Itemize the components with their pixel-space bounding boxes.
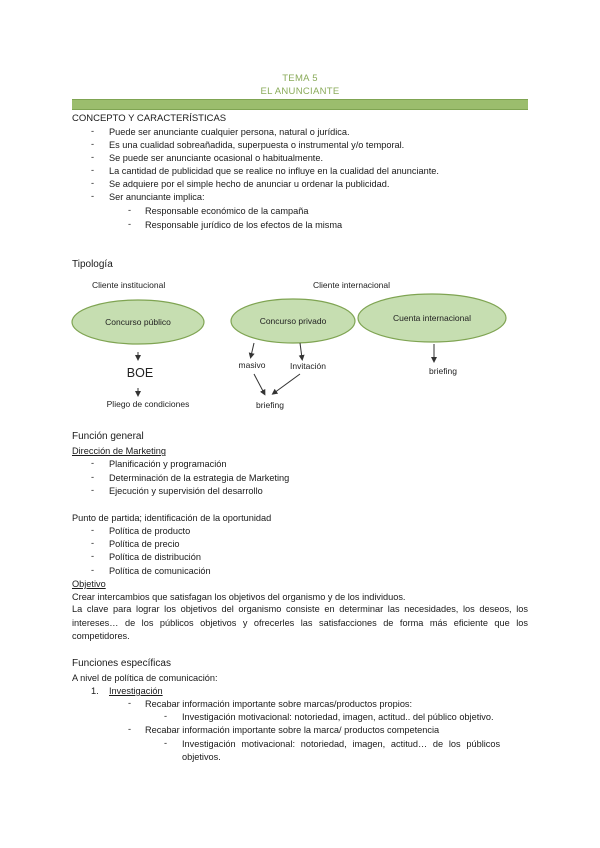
list-item: Se puede ser anunciante ocasional o habitualmente. <box>109 153 324 163</box>
bullet-dash: - <box>164 738 168 748</box>
bullet-dash: - <box>91 565 95 575</box>
list-number: 1. <box>91 686 99 696</box>
bullet-dash: - <box>91 178 95 188</box>
bullet-dash: - <box>91 551 95 561</box>
list-item: Determinación de la estrategia de Marketing <box>109 473 290 483</box>
bullet-dash: - <box>164 711 168 721</box>
sub-sub-list-item-continuation: objetivos. <box>182 752 221 762</box>
node-label-cuenta-internacional: Cuenta internacional <box>393 313 471 323</box>
list-item: Política de distribución <box>109 552 201 562</box>
bullet-dash: - <box>128 698 132 708</box>
sub-list-item: Responsable jurídico de los efectos de la misma <box>145 220 343 230</box>
list-item: Se adquiere por el simple hecho de anunciar u ordenar la publicidad. <box>109 179 390 189</box>
label-cliente-internacional: Cliente internacional <box>313 280 391 290</box>
bullet-dash: - <box>91 139 95 149</box>
bullet-dash: - <box>91 525 95 535</box>
arrow-masivo-briefing <box>254 374 264 393</box>
bullet-dash: - <box>128 724 132 734</box>
label-cliente-institucional: Cliente institucional <box>92 280 166 290</box>
page-title: EL ANUNCIANTE <box>260 86 340 97</box>
funcion-general-heading: Función general <box>72 431 144 442</box>
list-item: Política de comunicación <box>109 566 211 576</box>
bullet-dash: - <box>91 191 95 201</box>
direccion-marketing-heading: Dirección de Marketing <box>72 446 166 456</box>
list-item: Planificación y programación <box>109 459 227 469</box>
objetivo-heading: Objetivo <box>72 579 106 589</box>
list-item: Ejecución y supervisión del desarrollo <box>109 486 263 496</box>
node-label-concurso-privado: Concurso privado <box>259 316 327 326</box>
bullet-dash: - <box>128 219 132 229</box>
label-briefing-right: briefing <box>429 366 457 376</box>
bullet-dash: - <box>91 165 95 175</box>
bullet-dash: - <box>91 126 95 136</box>
bullet-dash: - <box>91 458 95 468</box>
label-briefing-center: briefing <box>256 400 284 410</box>
list-item: Ser anunciante implica: <box>109 192 205 202</box>
label-boe: BOE <box>126 366 154 380</box>
sub-sub-list-item: Investigación motivacional: notoriedad, imagen, actitud.. del público objetivo. <box>182 712 494 722</box>
nivel-politica: A nivel de política de comunicación: <box>72 673 218 683</box>
list-item: Es una cualidad sobreañadida, superpuesta o instrumental y/o temporal. <box>109 140 405 150</box>
punto-partida: Punto de partida; identificación de la oportunidad <box>72 513 272 523</box>
tema-number: TEMA 5 <box>282 73 318 84</box>
sub-sub-list-item: Investigación motivacional: notoriedad, imagen, actitud… de los públicos <box>182 739 501 749</box>
investigacion-heading: Investigación <box>109 686 163 696</box>
sub-list-item: Responsable económico de la campaña <box>145 206 309 216</box>
list-item: Política de precio <box>109 539 180 549</box>
list-item: Política de producto <box>109 526 191 536</box>
funciones-especificas-heading: Funciones específicas <box>72 658 171 669</box>
sub-list-item: Recabar información importante sobre la marca/ productos competencia <box>145 725 440 735</box>
label-pliego: Pliego de condiciones <box>106 399 190 409</box>
sub-list-item: Recabar información importante sobre marcas/productos propios: <box>145 699 413 709</box>
tipologia-heading: Tipología <box>72 259 113 270</box>
bullet-dash: - <box>91 538 95 548</box>
label-invitacion: Invitación <box>290 361 326 371</box>
bullet-dash: - <box>91 152 95 162</box>
node-label-concurso-publico: Concurso público <box>105 317 171 327</box>
list-item: Puede ser anunciante cualquier persona, natural o jurídica. <box>109 127 350 137</box>
arrow-privado-invitacion <box>300 343 302 358</box>
label-masivo: masivo <box>238 360 266 370</box>
bullet-dash: - <box>91 472 95 482</box>
list-item: La cantidad de publicidad que se realice no influye en la cualidad del anunciante. <box>109 166 439 176</box>
bullet-dash: - <box>128 205 132 215</box>
objetivo-line: Crear intercambios que satisfagan los objetivos del organismo y de los individuos. <box>72 592 406 602</box>
objetivo-paragraph: La clave para lograr los objetivos del organismo consiste en determinar las necesidades, los deseos, los intereses… de los públicos objetivos y ofrecerles las satisfacciones de forma más eficiente que los competidores. <box>72 604 528 641</box>
bullet-dash: - <box>91 485 95 495</box>
arrow-invitacion-briefing <box>274 374 300 393</box>
arrow-privado-masivo <box>251 343 254 356</box>
concepto-heading: CONCEPTO Y CARACTERÍSTICAS <box>72 113 227 124</box>
